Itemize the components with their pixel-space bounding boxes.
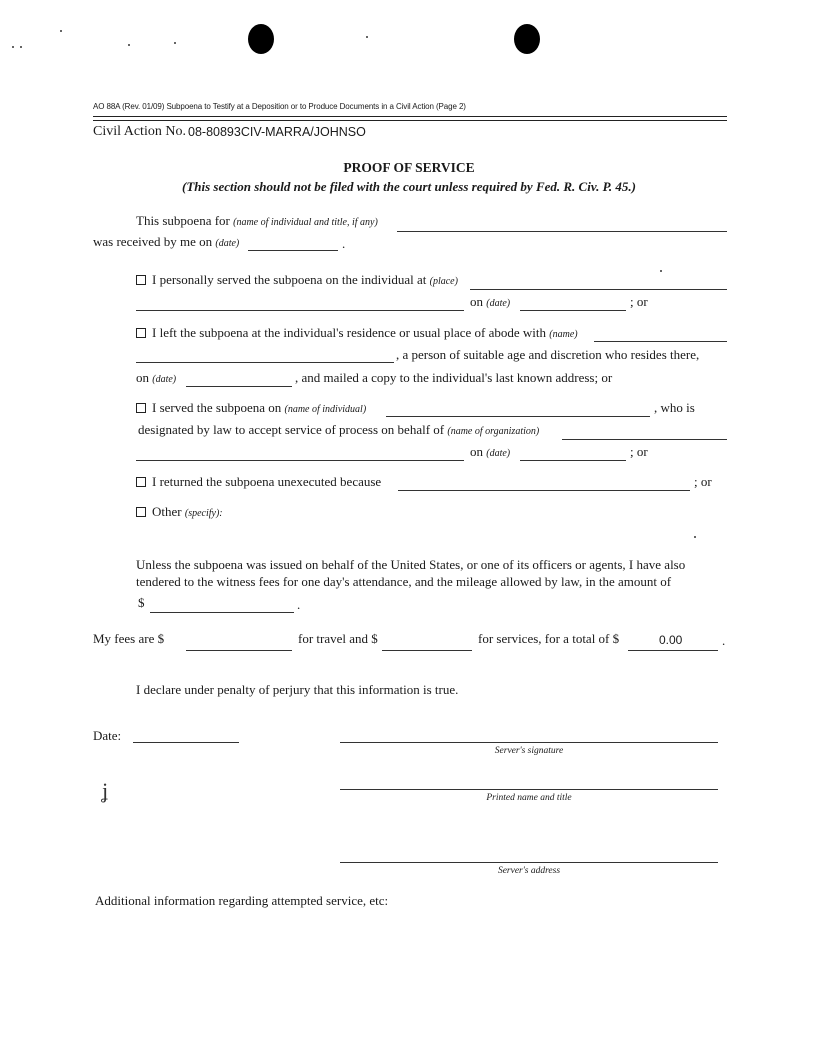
- personal-date-hint: (date): [486, 298, 511, 309]
- printed-name-caption: Printed name and title: [486, 793, 572, 803]
- punch-hole-left: [248, 24, 274, 54]
- other-checkbox[interactable]: [136, 507, 146, 517]
- designated-label: I served the subpoena on: [152, 400, 282, 415]
- received-date-hint: (date): [215, 238, 240, 249]
- option-returned[interactable]: [136, 474, 381, 490]
- residence-label: I left the subpoena at the individual's residence or usual place of abode with: [152, 325, 547, 340]
- returned-checkbox[interactable]: [136, 477, 146, 487]
- designated-on-label: on: [470, 444, 483, 459]
- designated-hint: (name of individual): [284, 404, 367, 415]
- declaration: I declare under penalty of perjury that this information is true.: [136, 682, 459, 697]
- personal-place-field-2[interactable]: [136, 310, 464, 311]
- date-field[interactable]: [133, 742, 239, 743]
- residence-name-field[interactable]: [594, 341, 727, 342]
- option-other[interactable]: [136, 504, 223, 520]
- personal-checkbox[interactable]: [136, 275, 146, 285]
- residence-date-field[interactable]: [186, 386, 292, 387]
- residence-line2: , a person of suitable age and discretion who resides there,: [396, 347, 700, 362]
- personal-label: I personally served the subpoena on the individual at: [152, 272, 427, 287]
- witness-fee-end: .: [297, 597, 301, 612]
- returned-or: ; or: [694, 474, 712, 489]
- my-fees-label: My fees are $: [93, 631, 165, 646]
- additional-info-label: Additional information regarding attempted service, etc:: [95, 893, 389, 908]
- handwritten-mark: ʝ: [102, 778, 109, 803]
- scan-speck: [694, 536, 696, 538]
- punch-hole-right: [514, 24, 540, 54]
- fees-paragraph-line2: tendered to the witness fees for one day's attendance, and the mileage allowed by law, in the amount of: [136, 574, 672, 589]
- designated-name-field[interactable]: [386, 416, 650, 417]
- page-subtitle: (This section should not be filed with the court unless required by Fed. R. Civ. P. 45.): [182, 179, 636, 194]
- server-signature-field[interactable]: [340, 742, 718, 743]
- scan-speck: [12, 46, 14, 48]
- designated-date-field[interactable]: [520, 460, 626, 461]
- returned-label: I returned the subpoena unexecuted because: [152, 474, 382, 489]
- personal-place-field[interactable]: [470, 289, 727, 290]
- header-rule: [93, 116, 727, 117]
- personal-on: [470, 294, 510, 310]
- designated-checkbox[interactable]: [136, 403, 146, 413]
- scan-speck: [128, 44, 130, 46]
- page-title: PROOF OF SERVICE: [343, 160, 475, 175]
- header-rule-2: [93, 120, 727, 121]
- other-hint: (specify):: [184, 508, 223, 519]
- personal-or: ; or: [630, 294, 648, 309]
- my-fees-end: .: [722, 633, 726, 648]
- residence-line3-rest: , and mailed a copy to the individual's last known address; or: [295, 370, 613, 385]
- received-end: .: [342, 236, 346, 251]
- services-label: for services, for a total of $: [478, 631, 620, 646]
- total-fee-field[interactable]: [628, 650, 718, 651]
- returned-reason-field[interactable]: [398, 490, 690, 491]
- server-address-field[interactable]: [340, 862, 718, 863]
- residence-date-hint: (date): [152, 374, 177, 385]
- other-label: Other: [152, 504, 182, 519]
- designated-on: [470, 444, 510, 460]
- server-address-caption: Server's address: [497, 866, 561, 876]
- designated-line2-text: designated by law to accept service of process on behalf of: [138, 422, 445, 437]
- witness-fee-dollar: $: [138, 595, 145, 610]
- option-personal[interactable]: [136, 272, 458, 288]
- residence-on: on: [136, 370, 149, 385]
- civil-action-label: Civil Action No.: [93, 124, 186, 139]
- server-signature-caption: Server's signature: [494, 746, 564, 756]
- printed-name-field[interactable]: [340, 789, 718, 790]
- designated-org-hint: (name of organization): [447, 426, 540, 437]
- services-fee-field[interactable]: [382, 650, 472, 651]
- fees-paragraph-line1: Unless the subpoena was issued on behalf of the United States, or one of its officers or agents, I have also: [136, 557, 686, 572]
- designated-or: ; or: [630, 444, 648, 459]
- form-id: AO 88A (Rev. 01/09) Subpoena to Testify at a Deposition or to Produce Documents in a Civil Action (Page 2): [93, 102, 466, 111]
- received-prefix: This subpoena for: [136, 213, 230, 228]
- scan-speck: [174, 42, 176, 44]
- residence-hint: (name): [549, 329, 578, 340]
- residence-line3: [136, 370, 176, 386]
- scan-speck: [366, 36, 368, 38]
- designated-line2: [138, 422, 539, 438]
- received-hint: (name of individual and title, if any): [233, 217, 378, 228]
- received-date-prefix: was received by me on: [93, 234, 213, 249]
- scan-speck: [20, 46, 22, 48]
- personal-hint: (place): [429, 276, 458, 287]
- total-fee-value: 0.00: [659, 633, 683, 647]
- civil-action-number: 08-80893CIV-MARRA/JOHNSO: [188, 125, 366, 139]
- scan-speck: [60, 30, 62, 32]
- received-date-field[interactable]: [248, 250, 338, 251]
- option-designated[interactable]: [136, 400, 366, 416]
- residence-person-field[interactable]: [136, 362, 394, 363]
- designated-who-is: , who is: [654, 400, 695, 415]
- option-residence[interactable]: [136, 325, 578, 341]
- personal-date-field[interactable]: [520, 310, 626, 311]
- travel-label: for travel and $: [298, 631, 378, 646]
- residence-checkbox[interactable]: [136, 328, 146, 338]
- designated-org-field-2[interactable]: [136, 460, 464, 461]
- date-label: Date:: [93, 728, 122, 743]
- received-line: [136, 213, 378, 229]
- individual-name-field[interactable]: [397, 231, 727, 232]
- travel-fee-field[interactable]: [186, 650, 292, 651]
- scan-speck: [660, 270, 662, 272]
- received-date-line: [93, 234, 239, 250]
- designated-date-hint: (date): [486, 448, 511, 459]
- designated-org-field[interactable]: [562, 439, 727, 440]
- personal-on-label: on: [470, 294, 483, 309]
- witness-fee-field[interactable]: [150, 612, 294, 613]
